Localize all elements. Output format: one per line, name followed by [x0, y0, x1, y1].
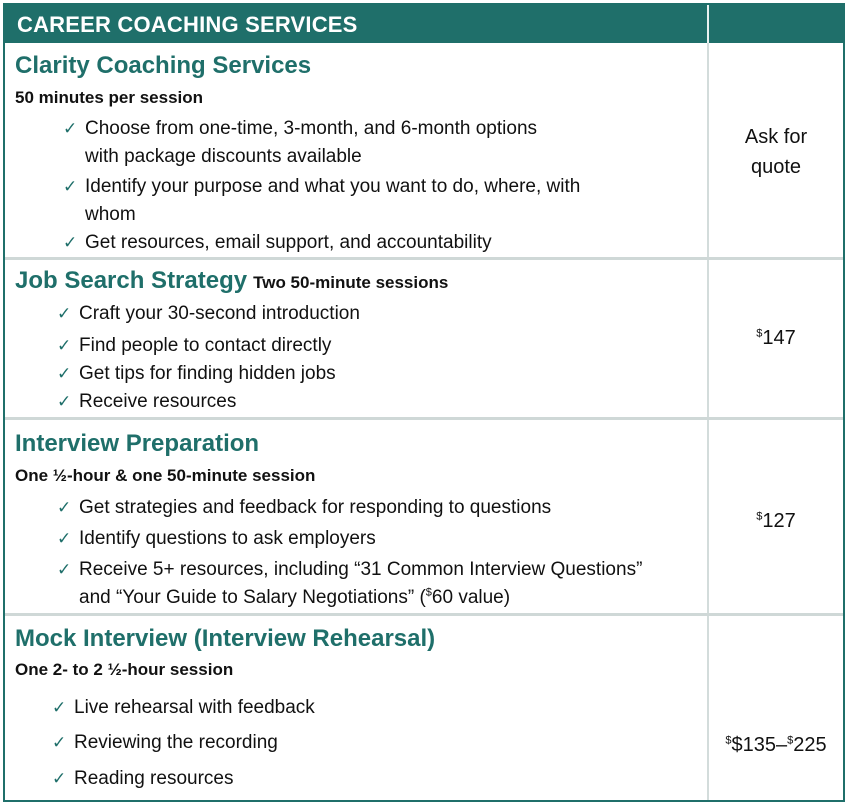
list-item: ✓ Identify your purpose and what you want to do, where, with whom — [63, 173, 580, 229]
coaching-services-table — [3, 3, 845, 802]
list-item: ✓ Choose from one-time, 3-month, and 6-month options with package discounts available — [63, 115, 537, 171]
list-item: ✓ Reading resources — [52, 765, 233, 793]
service-title: Interview Preparation — [15, 430, 260, 457]
price-cell: $147 — [756, 327, 796, 349]
list-item: ✓ Get resources, email support, and accountability — [63, 229, 492, 257]
list-item: ✓ Get strategies and feedback for responding to questions — [57, 494, 551, 522]
price-cell: $127 — [756, 510, 796, 532]
service-subtitle: 50 minutes per session — [15, 88, 204, 107]
price-cell — [709, 122, 843, 182]
check-icon: ✓ — [57, 392, 72, 411]
service-subtitle: One ½-hour & one 50-minute session — [15, 466, 316, 485]
check-icon: ✓ — [57, 364, 72, 383]
service-row-interview-prep — [5, 420, 843, 613]
service-subtitle: One 2- to 2 ½-hour session — [15, 660, 234, 679]
check-icon: ✓ — [57, 560, 72, 579]
table-title: CAREER COACHING SERVICES — [17, 12, 358, 37]
list-item: ✓ Receive 5+ resources, including “31 Common Interview Questions” and “Your Guide to Salary Negotiations” ($60 value) — [57, 556, 642, 612]
check-icon: ✓ — [52, 733, 67, 752]
service-row-mock-interview — [5, 616, 843, 800]
list-item: ✓ Live rehearsal with feedback — [52, 694, 315, 722]
list-item: ✓ Identify questions to ask employers — [57, 525, 376, 553]
price-text: $135– — [731, 734, 788, 756]
price-text: quote — [750, 156, 802, 178]
list-item: ✓ Craft your 30-second introduction — [57, 300, 360, 328]
service-row-clarity — [5, 43, 843, 257]
header-divider — [707, 5, 709, 43]
check-icon: ✓ — [57, 529, 72, 548]
check-icon: ✓ — [52, 769, 67, 788]
check-icon: ✓ — [57, 304, 72, 323]
service-title-line — [15, 267, 448, 295]
service-subtitle: Two 50-minute sessions — [253, 273, 449, 292]
table-header — [5, 5, 843, 43]
check-icon: ✓ — [57, 498, 72, 517]
service-title: Job Search Strategy — [15, 267, 248, 294]
check-icon: ✓ — [52, 698, 67, 717]
service-title: Clarity Coaching Services — [15, 52, 312, 79]
check-icon: ✓ — [63, 119, 78, 138]
check-icon: ✓ — [57, 336, 72, 355]
price-text: 147 — [762, 327, 796, 349]
list-item: ✓ Receive resources — [57, 388, 236, 416]
price-cell: $$135–$225 — [725, 734, 827, 756]
list-item: ✓ Get tips for finding hidden jobs — [57, 360, 336, 388]
check-icon: ✓ — [63, 177, 78, 196]
service-title: Mock Interview (Interview Rehearsal) — [15, 625, 436, 652]
price-text: 127 — [762, 510, 796, 532]
list-item: ✓ Reviewing the recording — [52, 729, 278, 757]
price-text: Ask for — [744, 126, 808, 148]
service-row-job-search — [5, 260, 843, 417]
price-text: 225 — [793, 734, 827, 756]
check-icon: ✓ — [63, 233, 78, 252]
list-item: ✓ Find people to contact directly — [57, 332, 331, 360]
